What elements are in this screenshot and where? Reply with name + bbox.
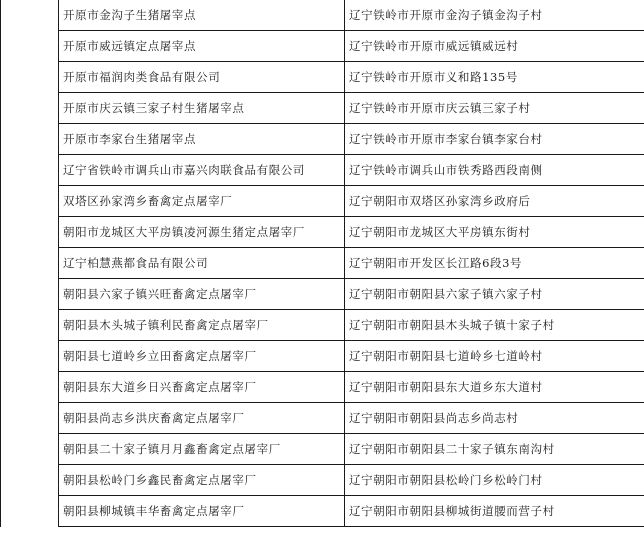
enterprise-name-cell: 朝阳县六家子镇兴旺畜禽定点屠宰厂 [59,279,345,310]
row-index-cell [1,31,59,62]
row-index-cell [1,62,59,93]
address-cell: 辽宁朝阳市朝阳县柳城街道腰而营子村 [345,496,644,527]
row-index-cell [1,124,59,155]
enterprise-name-cell: 辽宁柏慧燕都食品有限公司 [59,248,345,279]
address-cell: 辽宁朝阳市朝阳县六家子镇六家子村 [345,279,644,310]
table-row [1,62,644,93]
enterprise-name-cell: 朝阳县二十家子镇月月鑫畜禽定点屠宰厂 [59,434,345,465]
row-index-cell [1,434,59,465]
row-index-cell [1,496,59,527]
enterprise-name-cell: 开原市福润肉类食品有限公司 [59,62,345,93]
table-row [1,403,644,434]
address-cell: 辽宁铁岭市调兵山市铁秀路西段南侧 [345,155,644,186]
row-index-cell [1,372,59,403]
address-cell: 辽宁朝阳市朝阳县七道岭乡七道岭村 [345,341,644,372]
enterprise-name-cell: 朝阳县七道岭乡立田畜禽定点屠宰厂 [59,341,345,372]
table-row [1,372,644,403]
address-cell: 辽宁朝阳市双塔区孙家湾乡政府后 [345,186,644,217]
enterprise-name-cell: 开原市李家台生猪屠宰点 [59,124,345,155]
table-row [1,93,644,124]
address-cell: 辽宁朝阳市朝阳县松岭门乡松岭门村 [345,465,644,496]
table-row [1,155,644,186]
row-index-cell [1,0,59,31]
enterprise-name-cell: 开原市威远镇定点屠宰点 [59,31,345,62]
row-index-cell [1,217,59,248]
table-row [1,496,644,527]
enterprise-name-cell: 朝阳市龙城区大平房镇凌河源生猪定点屠宰厂 [59,217,345,248]
address-cell: 辽宁铁岭市开原市威远镇威远村 [345,31,644,62]
enterprise-name-cell: 开原市金沟子生猪屠宰点 [59,0,345,31]
row-index-cell [1,155,59,186]
table-row [1,434,644,465]
enterprise-name-cell: 朝阳县柳城镇丰华畜禽定点屠宰厂 [59,496,345,527]
enterprise-name-cell: 双塔区孙家湾乡畜禽定点屠宰厂 [59,186,345,217]
row-index-cell [1,465,59,496]
table-row [1,310,644,341]
table-body [1,0,644,527]
table-row [1,279,644,310]
row-index-cell [1,403,59,434]
enterprise-name-cell: 朝阳县尚志乡洪庆畜禽定点屠宰厂 [59,403,345,434]
row-index-cell [1,341,59,372]
address-cell: 辽宁朝阳市朝阳县二十家子镇东南沟村 [345,434,644,465]
table-row [1,341,644,372]
address-cell: 辽宁朝阳市朝阳县东大道乡东大道村 [345,372,644,403]
enterprise-name-cell: 朝阳县木头城子镇利民畜禽定点屠宰厂 [59,310,345,341]
table-row [1,248,644,279]
row-index-cell [1,248,59,279]
address-cell: 辽宁铁岭市开原市庆云镇三家子村 [345,93,644,124]
table-row [1,217,644,248]
address-cell: 辽宁铁岭市开原市金沟子镇金沟子村 [345,0,644,31]
address-cell: 辽宁朝阳市朝阳县木头城子镇十家子村 [345,310,644,341]
address-cell: 辽宁铁岭市开原市李家台镇李家台村 [345,124,644,155]
enterprise-name-cell: 朝阳县东大道乡日兴畜禽定点屠宰厂 [59,372,345,403]
address-cell: 辽宁朝阳市朝阳县尚志乡尚志村 [345,403,644,434]
enterprise-name-cell: 朝阳县松岭门乡鑫民畜禽定点屠宰厂 [59,465,345,496]
enterprise-name-cell: 开原市庆云镇三家子村生猪屠宰点 [59,93,345,124]
row-index-cell [1,93,59,124]
address-cell: 辽宁朝阳市龙城区大平房镇东街村 [345,217,644,248]
table-row [1,0,644,31]
table-row [1,465,644,496]
table-row [1,124,644,155]
table-row [1,186,644,217]
address-cell: 辽宁铁岭市开原市义和路135号 [345,62,644,93]
row-index-cell [1,279,59,310]
address-cell: 辽宁朝阳市开发区长江路6段3号 [345,248,644,279]
enterprise-name-cell: 辽宁省铁岭市调兵山市嘉兴肉联食品有限公司 [59,155,345,186]
row-index-cell [1,310,59,341]
table-row [1,31,644,62]
row-index-cell [1,186,59,217]
